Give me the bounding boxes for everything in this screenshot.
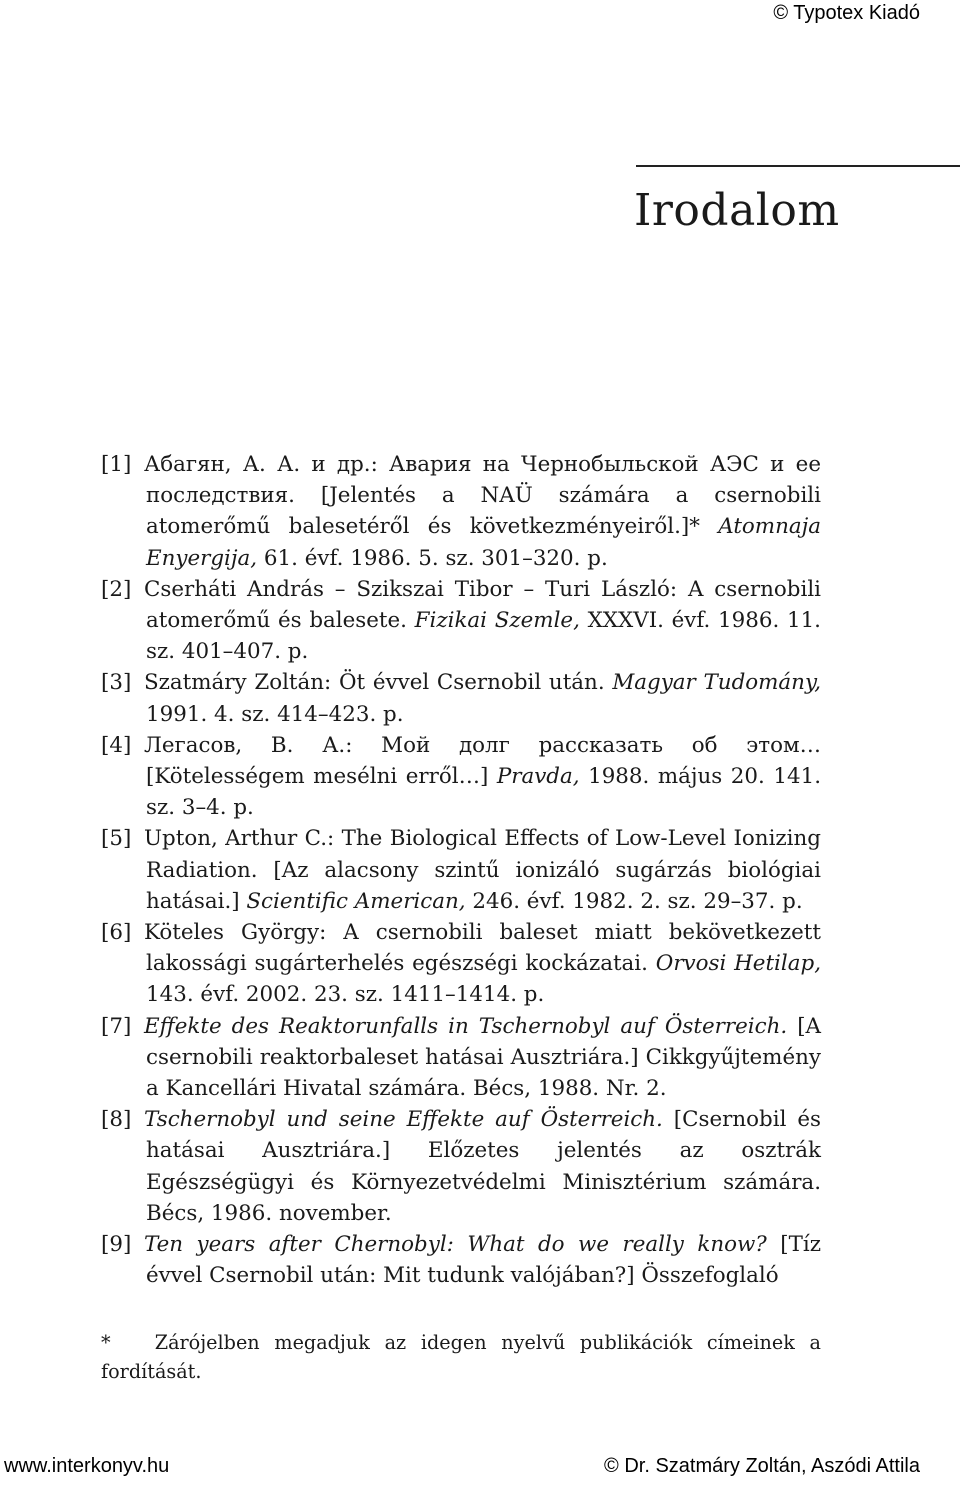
footer-website-link[interactable]: www.interkonyv.hu bbox=[4, 1455, 170, 1477]
reference-list bbox=[101, 449, 821, 1291]
reference-text: [A csernobili reaktorbaleset hatásai Ausztriára.] Cikkgyűjtemény a Kancellári Hivatal számára. Bécs, 1988. Nr. 2. bbox=[146, 1013, 821, 1102]
reference-text: Абагян, А. А. и др.: Авария на Чернобыльской АЭС и ее последствия. [Jelentés a NAÜ számára a csernobili atomerőmű balesetéről és következményeiről.]* bbox=[144, 452, 821, 540]
reference-text: Szatmáry Zoltán: Öt évvel Csernobil után. bbox=[144, 670, 613, 696]
footer-copyright: © Dr. Szatmáry Zoltán, Aszódi Attila bbox=[604, 1455, 920, 1477]
reference-source-title: Orvosi Hetilap, bbox=[655, 951, 821, 977]
title-rule bbox=[636, 165, 960, 167]
reference-text: [Csernobil és hatásai Ausztriára.] Előzetes jelentés az osztrák Egészségügyi és Környezetvédelmi Minisztérium számára. Bécs, 1986. november. bbox=[146, 1107, 821, 1226]
reference-source-title: Pravda, bbox=[496, 764, 580, 790]
reference-item bbox=[101, 1229, 821, 1291]
reference-text: [Tíz évvel Csernobil után: Mit tudunk valójában?] Összefoglaló bbox=[146, 1232, 821, 1289]
publisher-copyright: © Typotex Kiadó bbox=[773, 2, 920, 24]
reference-item bbox=[101, 1011, 821, 1105]
reference-text: XXXVI. évf. 1986. 11. sz. 401–407. p. bbox=[146, 608, 821, 665]
reference-item bbox=[101, 823, 821, 917]
reference-text: 1991. 4. sz. 414–423. p. bbox=[146, 701, 404, 727]
reference-text: 1988. május 20. 141. sz. 3–4. p. bbox=[146, 764, 821, 821]
footnote bbox=[101, 1328, 821, 1386]
reference-text: Легасов, В. А.: Мой долг рассказать об этом… [Kötelességem mesélni erről…] bbox=[144, 732, 821, 790]
reference-item bbox=[101, 574, 821, 668]
reference-item bbox=[101, 449, 821, 574]
reference-source-title: Scientific American, bbox=[246, 888, 466, 914]
reference-source-title: Magyar Tudomány, bbox=[612, 670, 821, 696]
reference-number: [1] bbox=[101, 452, 132, 477]
footnote-marker: * bbox=[101, 1331, 111, 1354]
reference-item bbox=[101, 1104, 821, 1229]
reference-number: [6] bbox=[101, 920, 132, 946]
reference-number: [7] bbox=[101, 1013, 132, 1039]
reference-source-title: Tschernobyl und seine Effekte auf Österreich. bbox=[144, 1107, 663, 1133]
reference-item bbox=[101, 730, 821, 824]
reference-number: [9] bbox=[101, 1232, 132, 1258]
reference-number: [5] bbox=[101, 826, 132, 852]
reference-number: [2] bbox=[101, 576, 132, 602]
reference-text: 143. évf. 2002. 23. sz. 1411–1414. p. bbox=[146, 982, 545, 1008]
reference-item bbox=[101, 667, 821, 729]
reference-number: [8] bbox=[101, 1107, 132, 1133]
reference-text: Köteles György: A csernobili baleset miatt bekövetkezett lakossági sugárterhelés egészségi kockázatai. bbox=[144, 920, 821, 977]
reference-source-title: Atomnaja Enyergija, bbox=[146, 514, 821, 571]
reference-item bbox=[101, 917, 821, 1011]
footnote-text: Zárójelben megadjuk az idegen nyelvű publikációk címeinek a fordítását. bbox=[101, 1331, 821, 1383]
reference-text: Upton, Arthur C.: The Biological Effects of Low-Level Ionizing Radiation. [Az alacsony szintű ionizáló sugárzás biológiai hatásai.] bbox=[144, 826, 821, 914]
reference-source-title: Ten years after Chernobyl: What do we really know? bbox=[144, 1232, 767, 1258]
reference-source-title: Fizikai Szemle, bbox=[414, 608, 580, 634]
reference-text: 61. évf. 1986. 5. sz. 301–320. p. bbox=[257, 545, 608, 571]
reference-text: Cserháti András – Szikszai Tibor – Turi László: A csernobili atomerőmű és balesete. bbox=[144, 576, 821, 634]
reference-number: [3] bbox=[101, 670, 132, 696]
chapter-title: Irodalom bbox=[634, 185, 840, 236]
reference-number: [4] bbox=[101, 732, 132, 758]
reference-text: 246. évf. 1982. 2. sz. 29–37. p. bbox=[465, 888, 803, 914]
reference-source-title: Effekte des Reaktorunfalls in Tschernobyl auf Österreich. bbox=[144, 1013, 788, 1039]
